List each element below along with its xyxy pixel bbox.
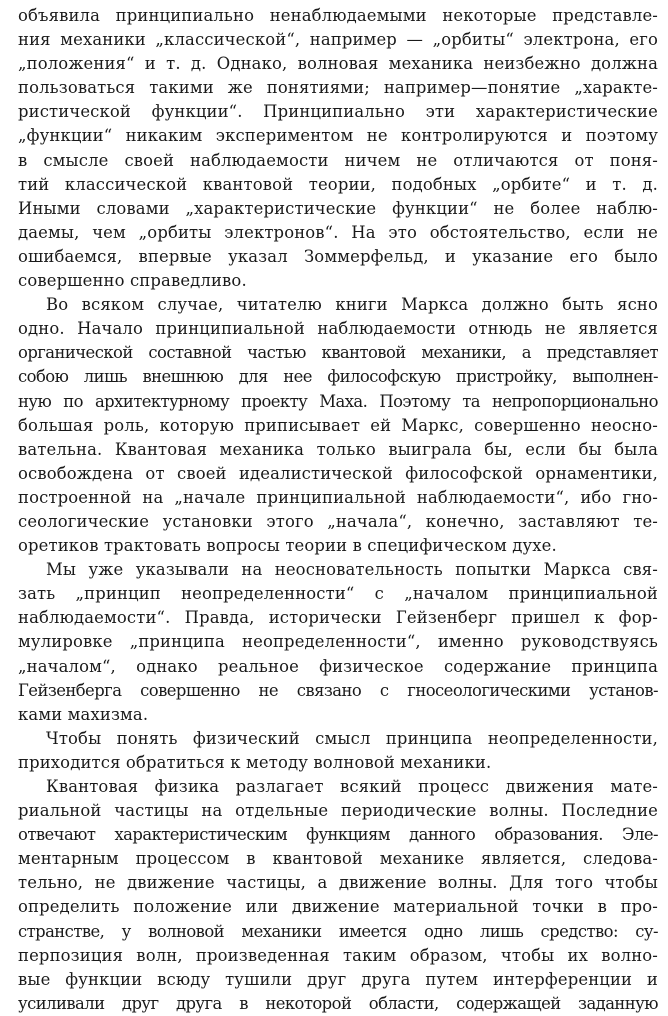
paragraph-1 [18, 4, 658, 293]
text-line: мулировке „принципа неопределенности“, именно руководствуясь [18, 632, 658, 652]
text-line: определить положение или движение материальной точки в про- [18, 897, 658, 917]
text-line: объявила принципиально ненаблюдаемыми некоторые представле- [18, 6, 658, 25]
paragraph-3 [18, 558, 658, 727]
text-line: сеологические установки этого „начала“, конечно, заставляют те- [18, 511, 658, 531]
text-line: Квантовая физика разлагает всякий процесс движения мате- [46, 777, 658, 796]
text-line: наблюдаемости“. Правда, исторически Гейзенберг пришел к фор- [18, 608, 658, 628]
text-line: собою лишь внешнюю для нее философскую пристройку, выполнен- [18, 367, 658, 387]
text-line: ния механики „классической“, например — „орбиты“ электрона, его [18, 30, 658, 50]
text-line: Мы уже указывали на неосновательность попытки Маркса свя- [46, 560, 658, 580]
text-line: совершенно справедливо. [18, 271, 247, 291]
text-line: органической составной частью квантовой механики, а представляет [18, 343, 658, 363]
paragraph-2 [18, 293, 658, 558]
text-line: тий классической квантовой теории, подобных „орбите“ и т. д. [18, 174, 658, 194]
text-line: ристической функции“. Принципиально эти характеристические [18, 102, 658, 122]
text-line: зать „принцип неопределенности“ с „началом принципиальной [18, 584, 658, 604]
text-line: Иными словами „характеристические функции“ не более наблю- [18, 198, 658, 218]
text-line: Во всяком случае, читателю книги Маркса должно быть ясно [46, 295, 658, 315]
text-line: ную по архитектурному проекту Маха. Поэтому та непропорционально [18, 391, 658, 411]
text-line: оретиков трактовать вопросы теории в специфическом духе. [18, 536, 557, 556]
text-line: „функции“ никаким экспериментом не контролируются и поэтому [18, 126, 658, 146]
text-line: „положения“ и т. д. Однако, волновая механика неизбежно должна [18, 54, 658, 74]
text-line: перпозиция волн, произведенная таким образом, чтобы их волно- [18, 945, 658, 965]
text-line: вые функции всюду тушили друг друга путем интерференции и [18, 969, 658, 989]
text-line: одно. Начало принципиальной наблюдаемости отнюдь не является [18, 319, 658, 339]
text-line: пользоваться такими же понятиями; например—понятие „характе- [18, 78, 658, 98]
text-line: вательна. Квантовая механика только выиграла бы, если бы была [18, 439, 658, 459]
text-line: риальной частицы на отдельные периодические волны. Последние [18, 801, 658, 821]
paragraph-5 [18, 775, 658, 1016]
text-line: странстве, у волновой механики имеется одно лишь средство: су- [18, 921, 658, 941]
text-line: тельно, не движение частицы, а движение волны. Для того чтобы [18, 873, 658, 893]
paragraph-4 [18, 727, 658, 775]
text-line: приходится обратиться к методу волновой механики. [18, 752, 492, 772]
text-line: Гейзенберга совершенно не связано с гносеологическими установ- [18, 680, 658, 700]
text-line: Чтобы понять физический смысл принципа неопределенности, [46, 728, 658, 748]
text-line: большая роль, которую приписывает ей Маркс, совершенно неосно- [18, 415, 658, 435]
text-line: даемы, чем „орбиты электронов“. На это обстоятельство, если не [18, 222, 658, 242]
text-line: в смысле своей наблюдаемости ничем не отличаются от поня- [18, 150, 658, 170]
text-line: построенной на „начале принципиальной наблюдаемости“, ибо гно- [18, 487, 658, 507]
text-line: ками махизма. [18, 704, 149, 724]
text-line: ошибаемся, впервые указал Зоммерфельд, и указание его было [18, 246, 658, 266]
text-line: ментарным процессом в квантовой механике является, следова- [18, 849, 658, 869]
text-line: „началом“, однако реальное физическое содержание принципа [18, 656, 658, 676]
text-line: усиливали друг друга в некоторой области, содержащей заданную [18, 993, 658, 1013]
text-line: освобождена от своей идеалистической философской орнаментики, [18, 463, 658, 483]
text-line: отвечают характеристическим функциям данного образования. Эле- [18, 825, 658, 845]
